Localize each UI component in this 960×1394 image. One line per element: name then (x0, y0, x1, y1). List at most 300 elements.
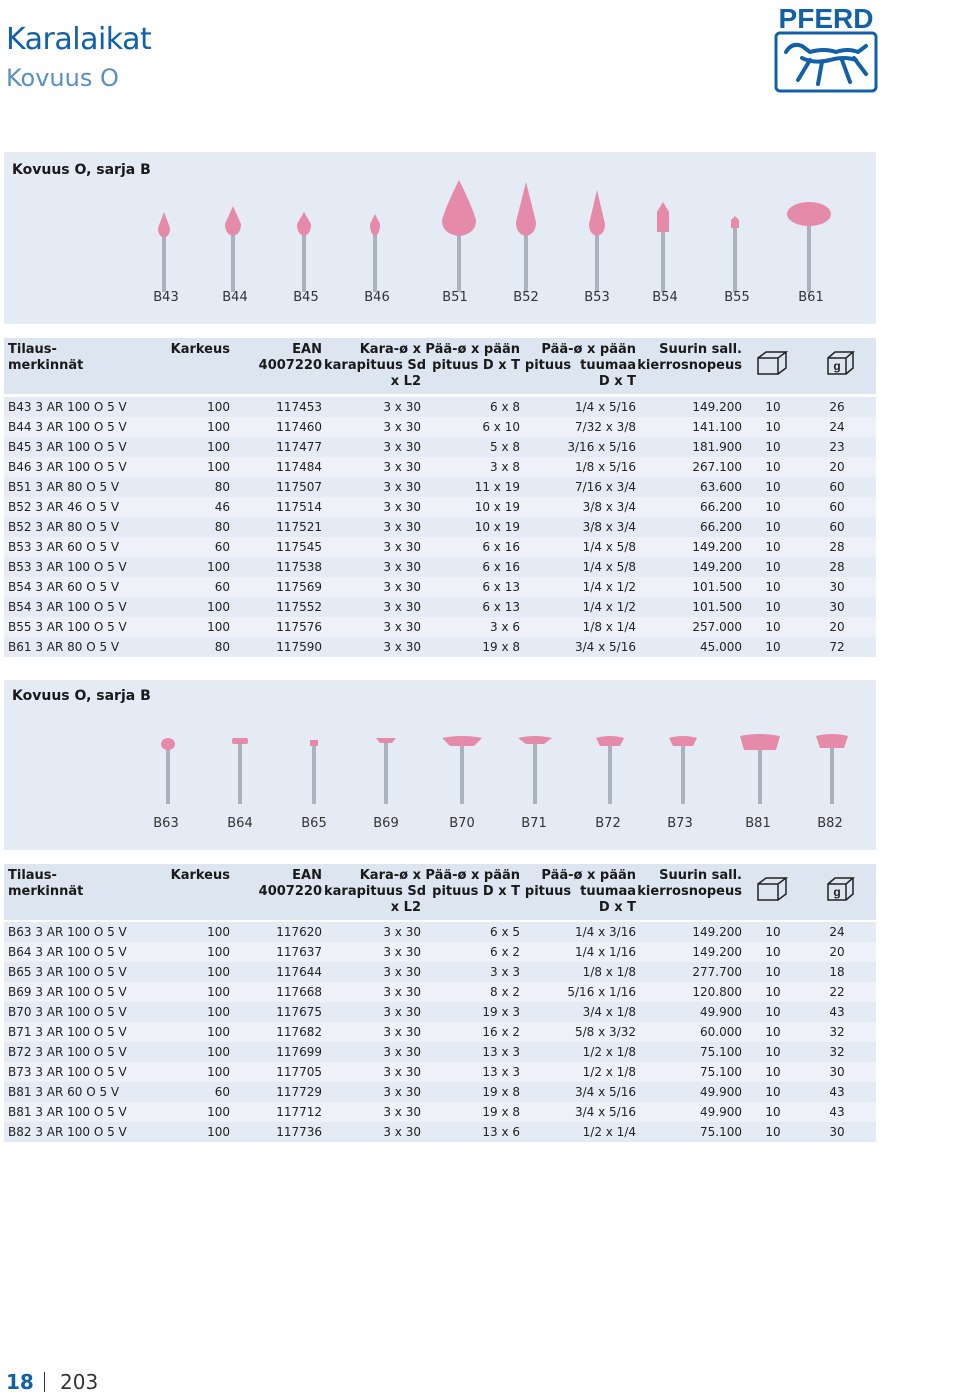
cell-grit: 100 (207, 620, 230, 634)
cell-shank-size: 3 x 30 (383, 580, 421, 594)
cell-grit: 100 (207, 1005, 230, 1019)
cell-head-size-inch: 1/4 x 3/16 (575, 925, 636, 939)
section-2-title: Kovuus O, sarja B (12, 688, 151, 704)
table-row (4, 962, 876, 982)
cell-package-qty: 10 (765, 1065, 781, 1079)
tool-label: B65 (301, 816, 327, 831)
cell-order-code: B82 3 AR 100 O 5 V (8, 1125, 127, 1139)
cell-max-rpm: 66.200 (700, 500, 742, 514)
cell-order-code: B55 3 AR 100 O 5 V (8, 620, 127, 634)
cell-grit: 100 (207, 945, 230, 959)
cell-max-rpm: 120.800 (692, 985, 742, 999)
cell-head-size-inch: 1/2 x 1/4 (582, 1125, 636, 1139)
cell-package-qty: 10 (765, 600, 781, 614)
cell-package-qty: 10 (765, 1125, 781, 1139)
horse-icon (786, 45, 866, 84)
cell-ean: 117538 (276, 560, 322, 574)
cell-max-rpm: 149.200 (692, 560, 742, 574)
cell-head-size-mm: 19 x 8 (482, 1105, 520, 1119)
cell-head-size-mm: 19 x 8 (482, 640, 520, 654)
cell-max-rpm: 75.100 (700, 1065, 742, 1079)
cell-package-qty: 10 (765, 1025, 781, 1039)
tool-b46-image (370, 214, 380, 292)
tool-b53-image (589, 190, 605, 292)
cell-ean: 117552 (276, 600, 322, 614)
cell-shank-size: 3 x 30 (383, 1125, 421, 1139)
cell-weight: 32 (829, 1025, 845, 1039)
cell-shank-size: 3 x 30 (383, 1005, 421, 1019)
cell-package-qty: 10 (765, 540, 781, 554)
col-header-shank: Kara-ø x karapituus Sd x L2 (324, 868, 427, 915)
tool-label: B81 (745, 816, 771, 831)
cell-max-rpm: 141.100 (692, 420, 742, 434)
cell-max-rpm: 101.500 (692, 580, 742, 594)
weight-box-icon (826, 350, 856, 381)
cell-grit: 100 (207, 400, 230, 414)
table-row (4, 1042, 876, 1062)
table-row (4, 1122, 876, 1142)
col-header-shank: Kara-ø x karapituus Sd x L2 (324, 342, 427, 389)
cell-weight: 43 (829, 1005, 845, 1019)
cell-max-rpm: 60.000 (700, 1025, 742, 1039)
cell-shank-size: 3 x 30 (383, 985, 421, 999)
table-row (4, 942, 876, 962)
tool-label: B53 (584, 290, 610, 305)
cell-grit: 80 (214, 480, 230, 494)
pferd-logo (774, 2, 878, 94)
cell-head-size-mm: 8 x 2 (490, 985, 520, 999)
cell-head-size-mm: 3 x 6 (490, 620, 520, 634)
table-1-header (4, 338, 876, 394)
cell-grit: 80 (214, 520, 230, 534)
tool-label: B54 (652, 290, 678, 305)
table-row (4, 497, 876, 517)
cell-shank-size: 3 x 30 (383, 500, 421, 514)
cell-shank-size: 3 x 30 (383, 440, 421, 454)
cell-head-size-inch: 1/4 x 5/8 (582, 560, 636, 574)
cell-head-size-mm: 19 x 8 (482, 1085, 520, 1099)
cell-head-size-inch: 3/4 x 5/16 (575, 640, 636, 654)
tool-b52-image (516, 182, 536, 292)
tool-b72-image (596, 736, 624, 804)
cell-weight: 28 (829, 540, 845, 554)
cell-head-size-mm: 13 x 6 (482, 1125, 520, 1139)
cell-ean: 117569 (276, 580, 322, 594)
tool-label: B70 (449, 816, 475, 831)
col-header-max-rpm: Suurin sall. kierrosnopeus (637, 868, 742, 899)
cell-head-size-mm: 6 x 10 (482, 420, 520, 434)
cell-ean: 117477 (276, 440, 322, 454)
cell-max-rpm: 49.900 (700, 1105, 742, 1119)
cell-grit: 100 (207, 440, 230, 454)
cell-head-size-inch: 5/8 x 3/32 (575, 1025, 636, 1039)
table-row (4, 1022, 876, 1042)
cell-grit: 100 (207, 925, 230, 939)
tool-label: B63 (153, 816, 179, 831)
cell-weight: 60 (829, 500, 845, 514)
cell-head-size-inch: 1/2 x 1/8 (582, 1065, 636, 1079)
cell-order-code: B64 3 AR 100 O 5 V (8, 945, 127, 959)
cell-package-qty: 10 (765, 480, 781, 494)
cell-shank-size: 3 x 30 (383, 560, 421, 574)
cell-weight: 30 (829, 1065, 845, 1079)
cell-package-qty: 10 (765, 1045, 781, 1059)
col-header-ean: EAN 4007220 (258, 342, 322, 373)
tool-b73-image (669, 736, 697, 804)
cell-head-size-mm: 11 x 19 (474, 480, 520, 494)
tool-label: B44 (222, 290, 248, 305)
cell-weight: 20 (829, 460, 845, 474)
table-row (4, 537, 876, 557)
section-1-title: Kovuus O, sarja B (12, 162, 151, 178)
svg-text:g: g (833, 359, 841, 373)
cell-ean: 117699 (276, 1045, 322, 1059)
cell-head-size-inch: 1/4 x 1/2 (582, 580, 636, 594)
cell-head-size-mm: 6 x 5 (490, 925, 520, 939)
section-1-tool-images (4, 176, 876, 294)
cell-weight: 24 (829, 420, 845, 434)
cell-head-size-mm: 10 x 19 (474, 520, 520, 534)
cell-package-qty: 10 (765, 1105, 781, 1119)
cell-max-rpm: 149.200 (692, 945, 742, 959)
cell-grit: 100 (207, 1045, 230, 1059)
cell-package-qty: 10 (765, 440, 781, 454)
cell-order-code: B52 3 AR 80 O 5 V (8, 520, 120, 534)
cell-head-size-inch: 3/8 x 3/4 (582, 520, 636, 534)
table-row (4, 597, 876, 617)
cell-head-size-inch: 1/8 x 1/8 (582, 965, 636, 979)
cell-head-size-inch: 7/16 x 3/4 (575, 480, 636, 494)
cell-max-rpm: 267.100 (692, 460, 742, 474)
cell-max-rpm: 101.500 (692, 600, 742, 614)
cell-order-code: B53 3 AR 60 O 5 V (8, 540, 120, 554)
cell-shank-size: 3 x 30 (383, 640, 421, 654)
tool-b71-image (518, 736, 552, 804)
tool-b64-image (232, 738, 248, 804)
cell-package-qty: 10 (765, 400, 781, 414)
tool-b69-image (376, 738, 396, 804)
cell-order-code: B81 3 AR 100 O 5 V (8, 1105, 127, 1119)
cell-grit: 100 (207, 1025, 230, 1039)
cell-weight: 32 (829, 1045, 845, 1059)
cell-shank-size: 3 x 30 (383, 540, 421, 554)
cell-head-size-mm: 13 x 3 (482, 1065, 520, 1079)
cell-max-rpm: 45.000 (700, 640, 742, 654)
cell-grit: 46 (214, 500, 230, 514)
cell-ean: 117620 (276, 925, 322, 939)
cell-head-size-inch: 3/4 x 5/16 (575, 1085, 636, 1099)
cell-head-size-inch: 1/2 x 1/8 (582, 1045, 636, 1059)
cell-grit: 100 (207, 1125, 230, 1139)
table-2-header (4, 864, 876, 920)
cell-max-rpm: 75.100 (700, 1125, 742, 1139)
cell-ean: 117545 (276, 540, 322, 554)
cell-order-code: B52 3 AR 46 O 5 V (8, 500, 120, 514)
cell-ean: 117729 (276, 1085, 322, 1099)
cell-max-rpm: 66.200 (700, 520, 742, 534)
table-row (4, 577, 876, 597)
cell-weight: 43 (829, 1085, 845, 1099)
tool-label: B51 (442, 290, 468, 305)
tool-b55-image (731, 216, 739, 292)
cell-head-size-inch: 3/4 x 5/16 (575, 1105, 636, 1119)
cell-head-size-inch: 1/4 x 5/16 (575, 400, 636, 414)
cell-head-size-mm: 3 x 8 (490, 460, 520, 474)
cell-ean: 117736 (276, 1125, 322, 1139)
cell-weight: 28 (829, 560, 845, 574)
table-row (4, 517, 876, 537)
cell-ean: 117712 (276, 1105, 322, 1119)
page-number-right: 203 (60, 1370, 99, 1394)
cell-head-size-inch: 3/8 x 3/4 (582, 500, 636, 514)
cell-grit: 80 (214, 640, 230, 654)
cell-max-rpm: 257.000 (692, 620, 742, 634)
table-row (4, 617, 876, 637)
tool-b43-image (158, 212, 170, 292)
cell-grit: 100 (207, 985, 230, 999)
cell-order-code: B81 3 AR 60 O 5 V (8, 1085, 120, 1099)
cell-weight: 20 (829, 945, 845, 959)
cell-max-rpm: 49.900 (700, 1005, 742, 1019)
cell-grit: 100 (207, 460, 230, 474)
col-header-max-rpm: Suurin sall. kierrosnopeus (637, 342, 742, 373)
tool-label: B64 (227, 816, 253, 831)
cell-head-size-mm: 10 x 19 (474, 500, 520, 514)
col-header-grit: Karkeus (170, 868, 230, 883)
cell-package-qty: 10 (765, 620, 781, 634)
cell-ean: 117576 (276, 620, 322, 634)
tool-label: B73 (667, 816, 693, 831)
cell-shank-size: 3 x 30 (383, 1065, 421, 1079)
cell-head-size-mm: 6 x 2 (490, 945, 520, 959)
cell-max-rpm: 49.900 (700, 1085, 742, 1099)
cell-head-size-inch: 1/8 x 5/16 (575, 460, 636, 474)
cell-weight: 30 (829, 580, 845, 594)
cell-ean: 117484 (276, 460, 322, 474)
cell-head-size-mm: 3 x 3 (490, 965, 520, 979)
table-row (4, 437, 876, 457)
cell-weight: 72 (829, 640, 845, 654)
cell-ean: 117460 (276, 420, 322, 434)
cell-shank-size: 3 x 30 (383, 1085, 421, 1099)
weight-box-icon (826, 876, 856, 907)
col-header-head-inch: Pää-ø x pään pituus tuumaa D x T (524, 342, 636, 389)
package-box-icon (756, 350, 790, 381)
col-header-head-mm: Pää-ø x pään pituus D x T (425, 342, 520, 373)
cell-weight: 24 (829, 925, 845, 939)
cell-ean: 117668 (276, 985, 322, 999)
cell-head-size-mm: 5 x 8 (490, 440, 520, 454)
cell-order-code: B51 3 AR 80 O 5 V (8, 480, 120, 494)
cell-max-rpm: 277.700 (692, 965, 742, 979)
tool-b54-image (657, 202, 669, 292)
cell-grit: 100 (207, 1065, 230, 1079)
cell-weight: 30 (829, 1125, 845, 1139)
cell-weight: 23 (829, 440, 845, 454)
cell-package-qty: 10 (765, 945, 781, 959)
cell-weight: 43 (829, 1105, 845, 1119)
page-number-divider (44, 1372, 45, 1392)
cell-ean: 117514 (276, 500, 322, 514)
cell-grit: 100 (207, 965, 230, 979)
logo-text: PFERD (778, 3, 874, 34)
cell-grit: 60 (214, 580, 230, 594)
cell-shank-size: 3 x 30 (383, 600, 421, 614)
package-box-icon (756, 876, 790, 907)
svg-text:g: g (833, 885, 841, 899)
cell-weight: 20 (829, 620, 845, 634)
cell-order-code: B70 3 AR 100 O 5 V (8, 1005, 127, 1019)
tool-b61-image (787, 202, 831, 292)
section-2-panel (4, 680, 876, 850)
cell-max-rpm: 181.900 (692, 440, 742, 454)
cell-head-size-mm: 16 x 2 (482, 1025, 520, 1039)
cell-order-code: B61 3 AR 80 O 5 V (8, 640, 120, 654)
tool-label: B69 (373, 816, 399, 831)
cell-package-qty: 10 (765, 460, 781, 474)
cell-head-size-mm: 6 x 13 (482, 580, 520, 594)
tool-b82-image (816, 734, 848, 804)
cell-order-code: B65 3 AR 100 O 5 V (8, 965, 127, 979)
table-row (4, 1082, 876, 1102)
cell-shank-size: 3 x 30 (383, 480, 421, 494)
tool-label: B71 (521, 816, 547, 831)
cell-ean: 117705 (276, 1065, 322, 1079)
table-row (4, 922, 876, 942)
cell-max-rpm: 75.100 (700, 1045, 742, 1059)
col-header-grit: Karkeus (170, 342, 230, 357)
cell-ean: 117637 (276, 945, 322, 959)
table-row (4, 1102, 876, 1122)
cell-package-qty: 10 (765, 420, 781, 434)
col-header-head-mm: Pää-ø x pään pituus D x T (425, 868, 520, 899)
cell-order-code: B46 3 AR 100 O 5 V (8, 460, 127, 474)
cell-order-code: B53 3 AR 100 O 5 V (8, 560, 127, 574)
cell-shank-size: 3 x 30 (383, 1025, 421, 1039)
cell-weight: 60 (829, 480, 845, 494)
tool-label: B82 (817, 816, 843, 831)
cell-grit: 100 (207, 600, 230, 614)
cell-head-size-inch: 3/16 x 5/16 (567, 440, 636, 454)
cell-order-code: B71 3 AR 100 O 5 V (8, 1025, 127, 1039)
page-title: Karalaikat (6, 22, 152, 57)
cell-ean: 117675 (276, 1005, 322, 1019)
cell-shank-size: 3 x 30 (383, 400, 421, 414)
cell-head-size-mm: 6 x 13 (482, 600, 520, 614)
tool-label: B72 (595, 816, 621, 831)
cell-grit: 100 (207, 1105, 230, 1119)
tool-b70-image (442, 736, 482, 804)
tool-label: B45 (293, 290, 319, 305)
cell-package-qty: 10 (765, 985, 781, 999)
table-row (4, 557, 876, 577)
tool-b81-image (740, 734, 780, 804)
cell-package-qty: 10 (765, 965, 781, 979)
tool-label: B61 (798, 290, 824, 305)
cell-ean: 117453 (276, 400, 322, 414)
cell-head-size-inch: 1/4 x 1/16 (575, 945, 636, 959)
cell-shank-size: 3 x 30 (383, 420, 421, 434)
cell-head-size-inch: 1/4 x 1/2 (582, 600, 636, 614)
table-row (4, 1002, 876, 1022)
col-header-ean: EAN 4007220 (258, 868, 322, 899)
cell-order-code: B54 3 AR 60 O 5 V (8, 580, 120, 594)
cell-shank-size: 3 x 30 (383, 520, 421, 534)
cell-shank-size: 3 x 30 (383, 965, 421, 979)
tool-b65-image (310, 740, 318, 804)
cell-order-code: B54 3 AR 100 O 5 V (8, 600, 127, 614)
cell-package-qty: 10 (765, 1005, 781, 1019)
cell-package-qty: 10 (765, 500, 781, 514)
cell-ean: 117507 (276, 480, 322, 494)
cell-max-rpm: 149.200 (692, 925, 742, 939)
cell-order-code: B43 3 AR 100 O 5 V (8, 400, 127, 414)
tool-label: B52 (513, 290, 539, 305)
table-row (4, 397, 876, 417)
cell-ean: 117521 (276, 520, 322, 534)
cell-order-code: B69 3 AR 100 O 5 V (8, 985, 127, 999)
cell-weight: 22 (829, 985, 845, 999)
cell-weight: 26 (829, 400, 845, 414)
section-2-tool-images (4, 730, 876, 806)
page-number-left: 18 (6, 1370, 34, 1394)
table-row (4, 1062, 876, 1082)
cell-package-qty: 10 (765, 560, 781, 574)
cell-package-qty: 10 (765, 520, 781, 534)
tool-label: B43 (153, 290, 179, 305)
table-row (4, 477, 876, 497)
cell-ean: 117590 (276, 640, 322, 654)
cell-shank-size: 3 x 30 (383, 945, 421, 959)
cell-shank-size: 3 x 30 (383, 1105, 421, 1119)
cell-max-rpm: 149.200 (692, 400, 742, 414)
cell-order-code: B63 3 AR 100 O 5 V (8, 925, 127, 939)
cell-weight: 18 (829, 965, 845, 979)
table-row (4, 982, 876, 1002)
cell-shank-size: 3 x 30 (383, 925, 421, 939)
cell-head-size-mm: 13 x 3 (482, 1045, 520, 1059)
table-row (4, 637, 876, 657)
table-row (4, 417, 876, 437)
cell-head-size-mm: 6 x 16 (482, 540, 520, 554)
table-row (4, 457, 876, 477)
tool-label: B46 (364, 290, 390, 305)
cell-head-size-inch: 5/16 x 1/16 (567, 985, 636, 999)
tool-b44-image (225, 206, 241, 292)
cell-ean: 117682 (276, 1025, 322, 1039)
cell-shank-size: 3 x 30 (383, 620, 421, 634)
cell-head-size-inch: 3/4 x 1/8 (582, 1005, 636, 1019)
cell-package-qty: 10 (765, 925, 781, 939)
cell-ean: 117644 (276, 965, 322, 979)
page-subtitle: Kovuus O (6, 64, 119, 92)
cell-package-qty: 10 (765, 1085, 781, 1099)
cell-head-size-mm: 6 x 8 (490, 400, 520, 414)
section-1-panel (4, 152, 876, 324)
cell-package-qty: 10 (765, 580, 781, 594)
tool-b51-image (442, 180, 476, 292)
cell-head-size-mm: 6 x 16 (482, 560, 520, 574)
cell-weight: 30 (829, 600, 845, 614)
tool-label: B55 (724, 290, 750, 305)
cell-order-code: B73 3 AR 100 O 5 V (8, 1065, 127, 1079)
col-header-order-code: Tilaus- merkinnät (8, 342, 84, 373)
cell-head-size-inch: 1/4 x 5/8 (582, 540, 636, 554)
cell-max-rpm: 63.600 (700, 480, 742, 494)
cell-grit: 60 (214, 540, 230, 554)
cell-head-size-mm: 19 x 3 (482, 1005, 520, 1019)
cell-package-qty: 10 (765, 640, 781, 654)
